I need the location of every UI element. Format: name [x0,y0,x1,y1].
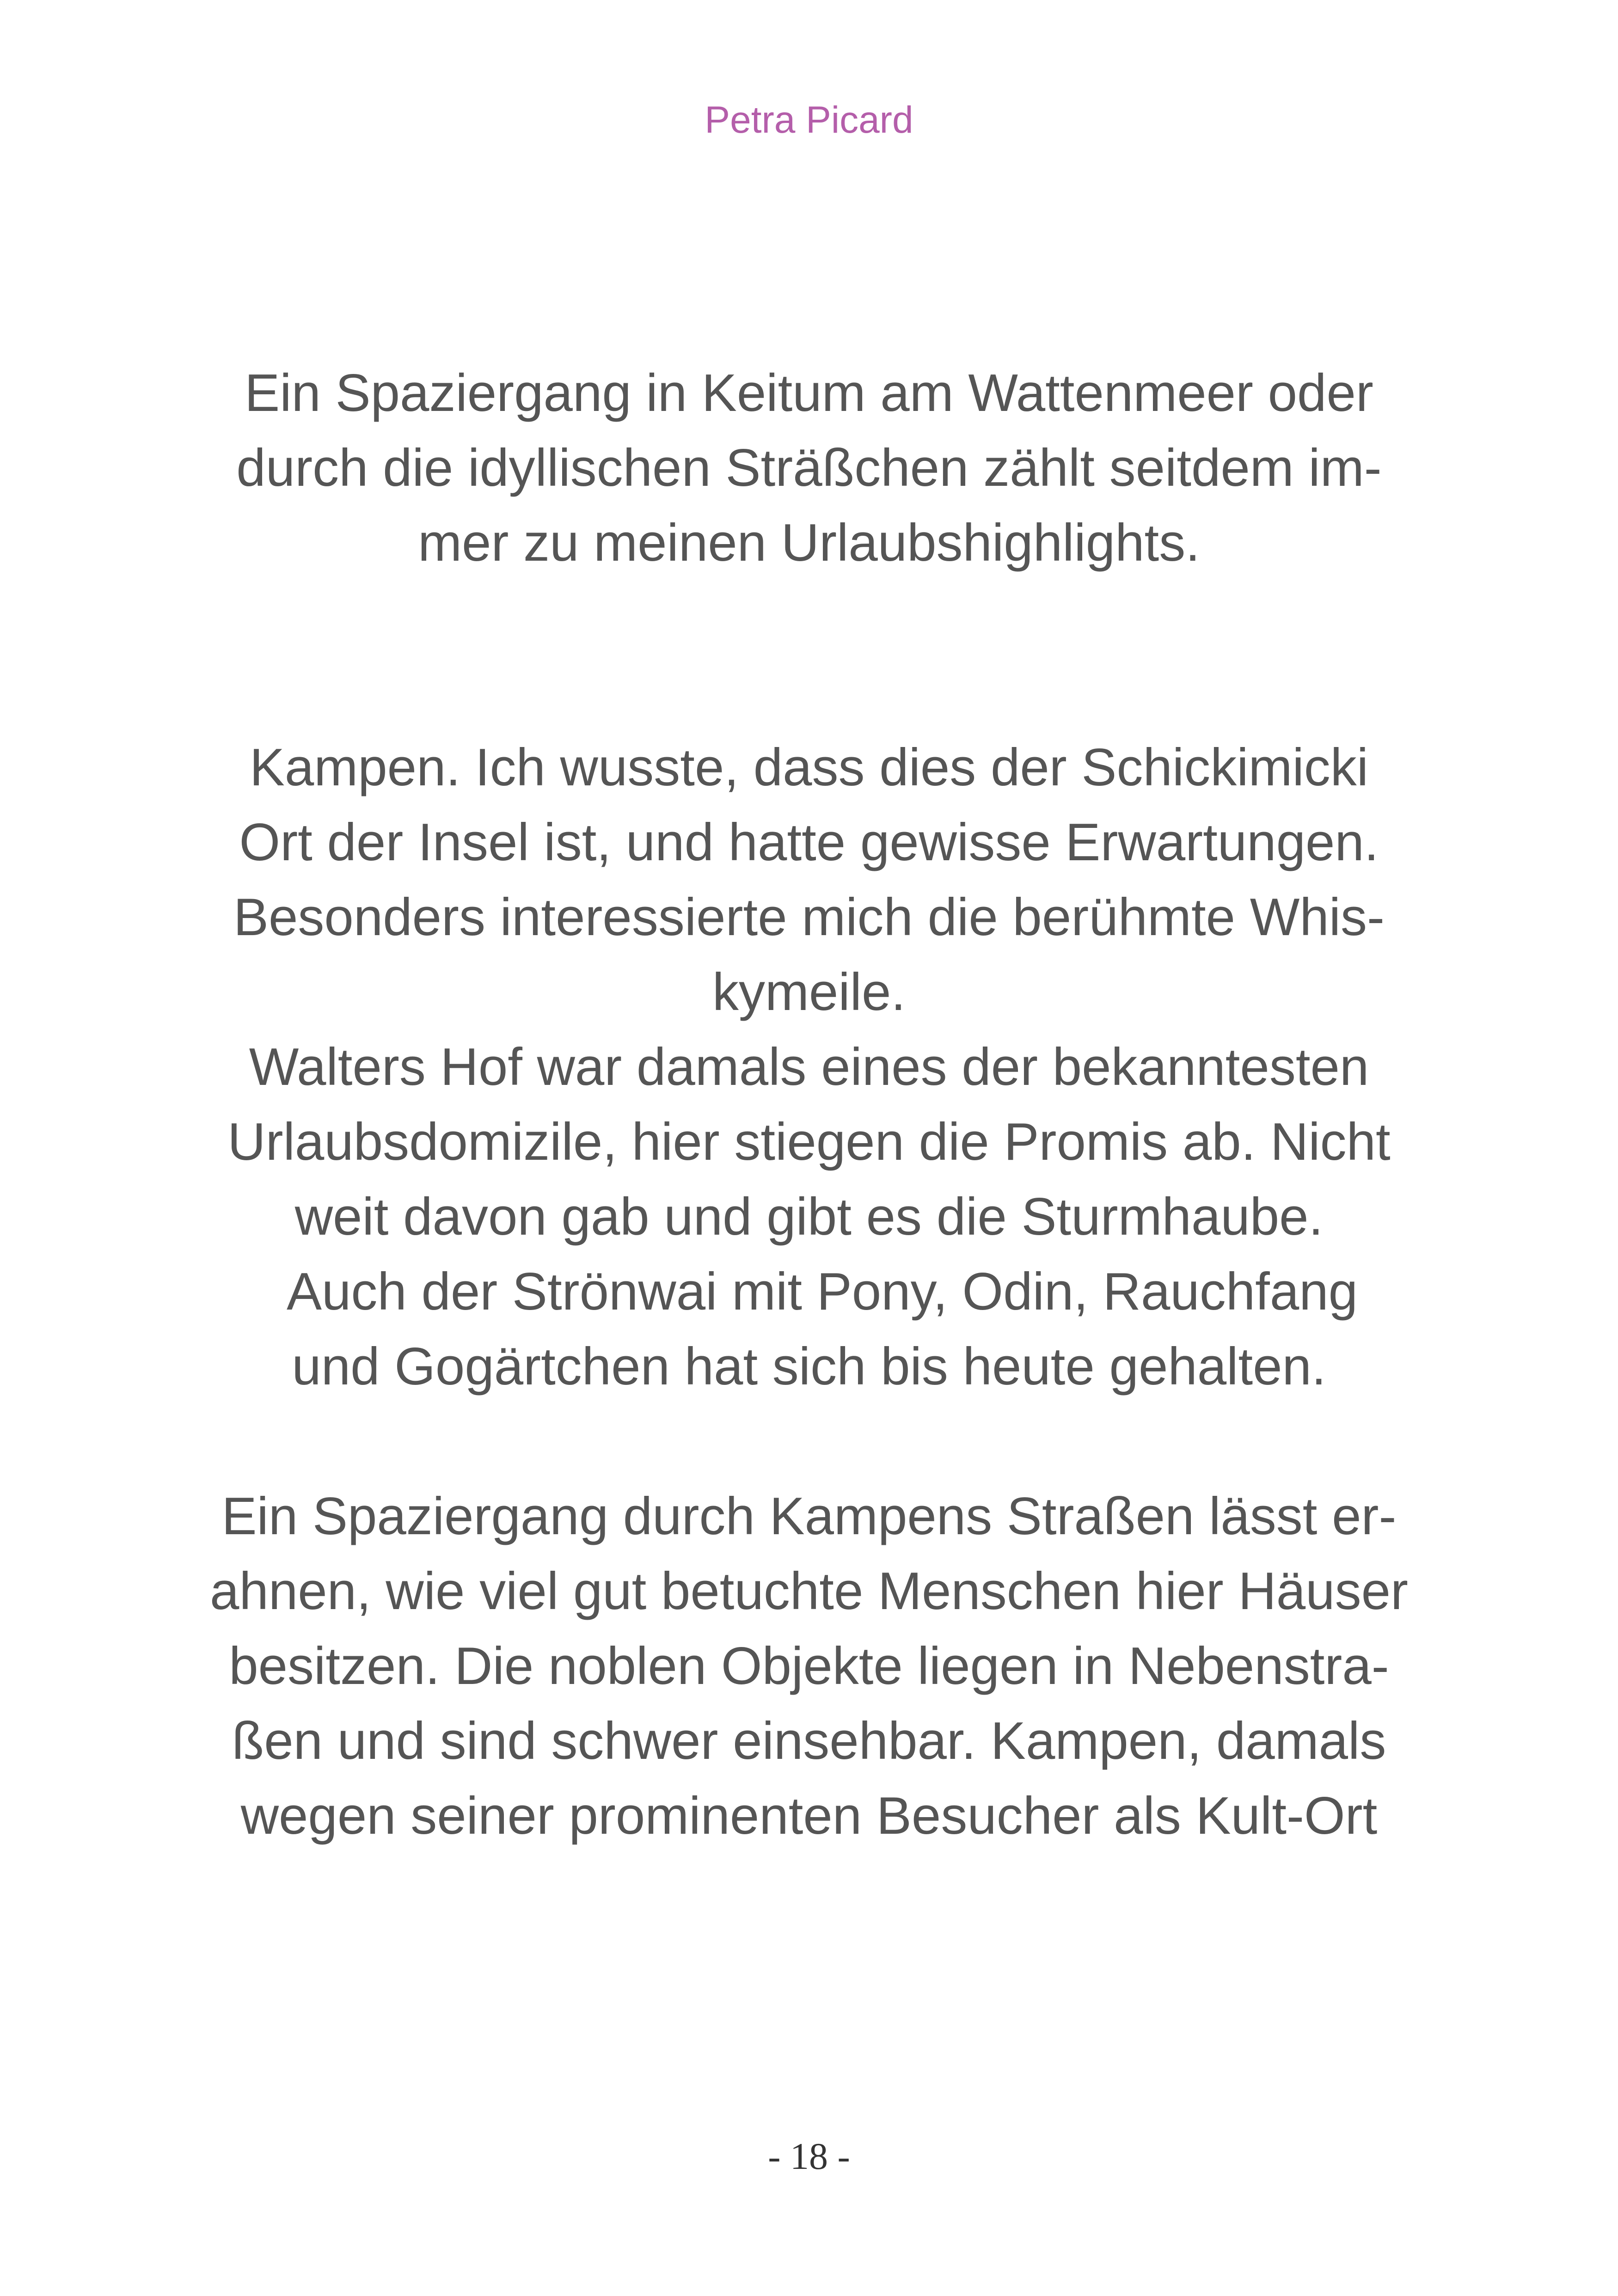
paragraph-kampen-streets [0,1479,1618,1854]
text-line: Auch der Strönwai mit Pony, Odin, Rauchfang [260,1262,1358,1321]
paragraph-keitum [0,356,1618,581]
text-line: Ein Spaziergang in Keitum am Wattenmeer oder [245,364,1373,422]
text-line: und Gogärtchen hat sich bis heute gehalten. [292,1337,1326,1396]
page-number: - 18 - [768,2135,850,2177]
text-line: Ort der Insel ist, und hatte gewisse Erwartungen. [239,813,1379,872]
text-line: weit davon gab und gibt es die Sturmhaube. [294,1188,1324,1246]
text-line: wegen seiner prominenten Besucher als Kult-Ort [240,1787,1378,1845]
text-line: ahnen, wie viel gut betuchte Menschen hier Häuser [210,1562,1408,1621]
text-line: besitzen. Die noblen Objekte liegen in Nebenstra- [229,1637,1389,1696]
text-line: Besonders interessierte mich die berühmte Whis- [233,888,1385,947]
text-line: kymeile. [712,963,906,1022]
running-header-author: Petra Picard [705,99,913,141]
text-line: mer zu meinen Urlaubshighlights. [418,514,1200,572]
text-line: Kampen. Ich wusste, dass dies der Schickimicki [249,738,1369,797]
text-line: Walters Hof war damals eines der bekanntesten [249,1038,1369,1096]
text-line: Ein Spaziergang durch Kampens Straßen lässt er- [221,1487,1397,1546]
paragraph-kampen [0,730,1618,1404]
text-line: ßen und sind schwer einsehbar. Kampen, damals [232,1712,1386,1770]
text-line: Urlaubsdomizile, hier stiegen die Promis ab. Nicht [227,1113,1391,1171]
text-line: durch die idyllischen Sträßchen zählt seitdem im- [236,439,1382,497]
